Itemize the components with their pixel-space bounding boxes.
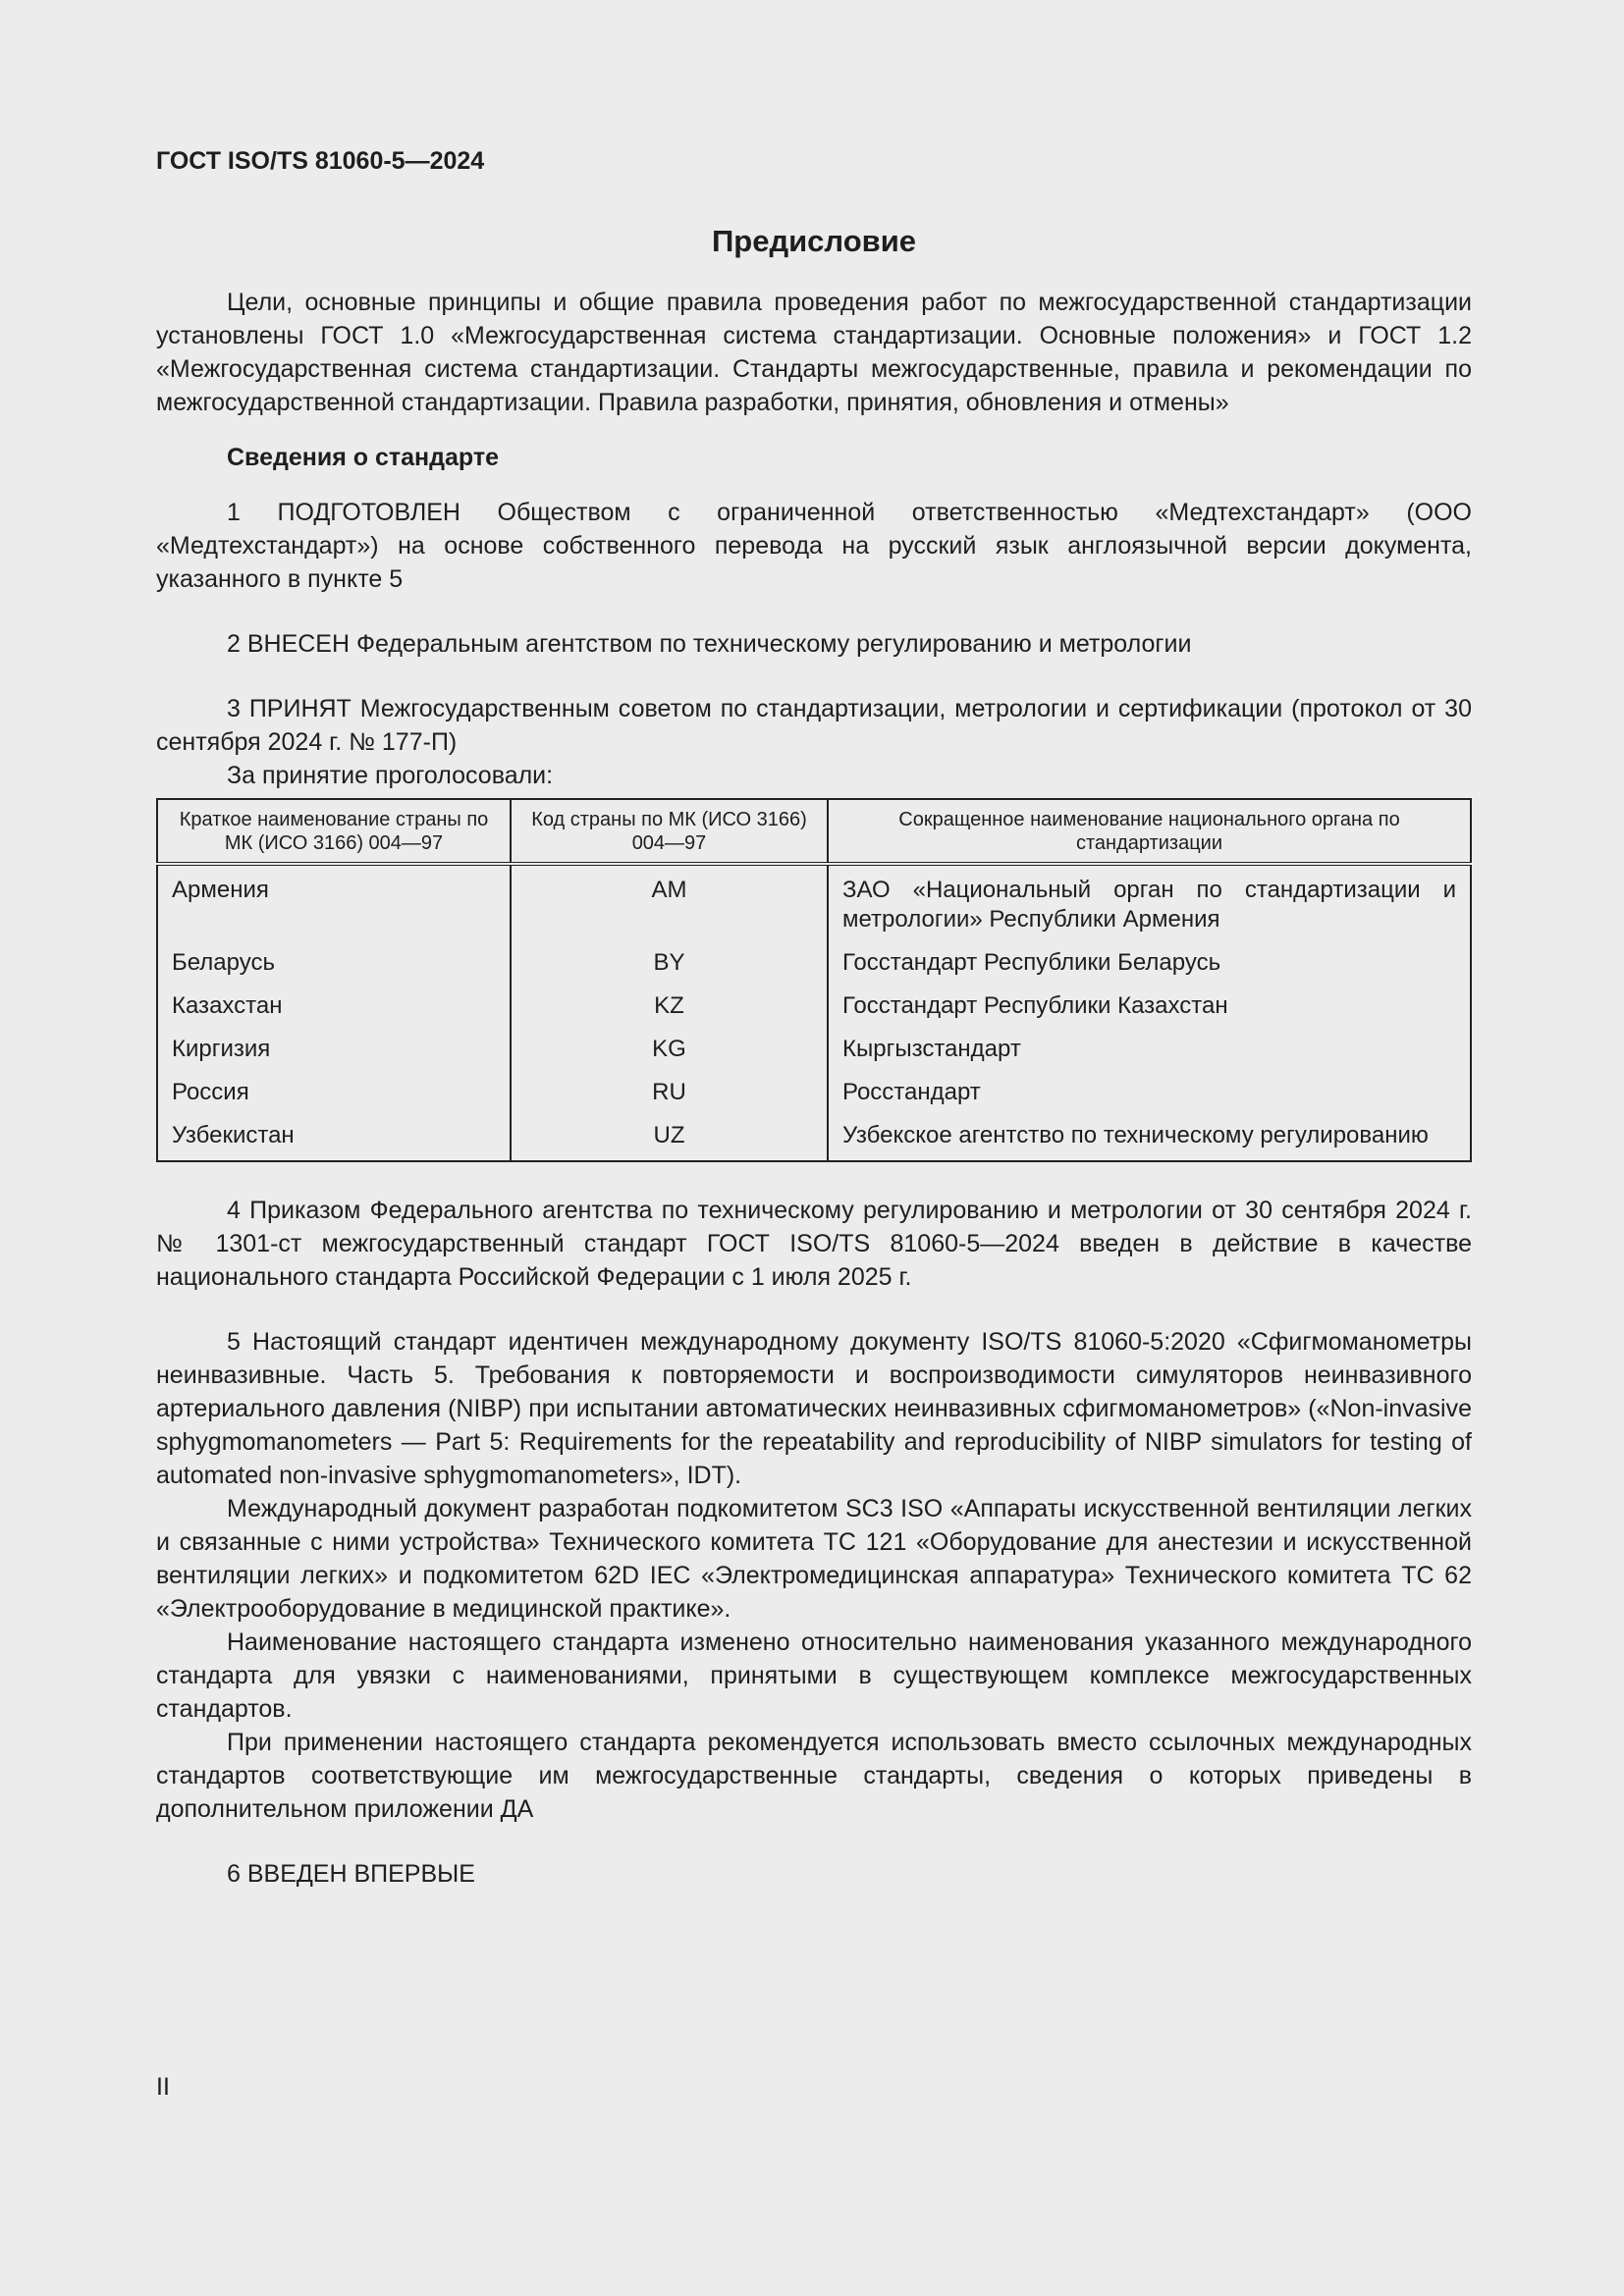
- page-number: II: [156, 2073, 170, 2101]
- section-subheading: Сведения о стандарте: [227, 444, 500, 471]
- cell-code: AM: [511, 864, 828, 944]
- item-2-paragraph: 2 ВНЕСЕН Федеральным агентством по техническому регулированию и метрологии: [227, 630, 1192, 658]
- cell-code: RU: [511, 1074, 828, 1117]
- voted-label: За принятие проголосовали:: [227, 762, 554, 789]
- item-3-paragraph: 3 ПРИНЯТ Межгосударственным советом по стандартизации, метрологии и сертификации (протокол от 30 сентября 2024 г. № 177-П): [156, 695, 1472, 756]
- table-header-row: [157, 799, 1471, 864]
- cell-code: BY: [511, 944, 828, 988]
- cell-country: Киргизия: [172, 1036, 271, 1062]
- item-1-paragraph: 1 ПОДГОТОВЛЕН Обществом с ограниченной ответственностью «Медтехстандарт» (ООО «Медтехстандарт») на основе собственного перевода на русский язык англоязычной версии документа, указанного в пункте 5: [156, 499, 1472, 593]
- cell-country: Россия: [172, 1079, 249, 1105]
- item-5-paragraph: 5 Настоящий стандарт идентичен международному документу ISO/TS 81060-5:2020 «Сфигмоманометры неинвазивные. Часть 5. Требования к повторяемости и воспроизводимости симуляторов неинвазивного артериального давления (NIBP) при испытании автоматических неинвазивных сфигмоманометров» («Non-invasive sphygmomanometers — Part 5: Requirements for the repeatability and reproducibility of NIBP simulators for testing of automated non-invasive sphygmomanometers», IDT).: [156, 1328, 1472, 1489]
- cell-agency: Госстандарт Республики Казахстан: [828, 988, 1471, 1031]
- header-code: Код страны по МК (ИСО 3166) 004—97: [511, 799, 828, 864]
- cell-country: Казахстан: [172, 992, 283, 1019]
- table-row: [157, 944, 1471, 988]
- table-row: [157, 1074, 1471, 1117]
- item-6-paragraph: 6 ВВЕДЕН ВПЕРВЫЕ: [227, 1860, 475, 1888]
- foreword-body: [156, 286, 1472, 1891]
- header-agency: Сокращенное наименование национального органа по стандартизации: [828, 799, 1471, 864]
- page-title: Предисловие: [711, 224, 916, 258]
- voting-table: [156, 798, 1472, 1162]
- cell-code: KZ: [511, 988, 828, 1031]
- document-id: ГОСТ ISO/TS 81060-5—2024: [156, 147, 485, 175]
- cell-agency: ЗАО «Национальный орган по стандартизации и метрологии» Республики Армения: [828, 864, 1471, 944]
- table-row: [157, 988, 1471, 1031]
- cell-agency: Узбекское агентство по техническому регулированию: [828, 1117, 1471, 1161]
- table-row: [157, 1031, 1471, 1074]
- cell-code: KG: [511, 1031, 828, 1074]
- cell-country: Узбекистан: [172, 1122, 295, 1148]
- item-5-paragraph-2: Международный документ разработан подкомитетом SC3 ISO «Аппараты искусственной вентиляции легких и связанные с ними устройства» Технического комитета ТС 121 «Оборудование для анестезии и искусственной вентиляции легких» и подкомитетом 62D IEC «Электромедицинская аппаратура» Технического комитета ТС 62 «Электрооборудование в медицинской практике».: [156, 1495, 1472, 1623]
- item-4-paragraph: 4 Приказом Федерального агентства по техническому регулированию и метрологии от 30 сентября 2024 г. № 1301-ст межгосударственный стандарт ГОСТ ISO/TS 81060-5—2024 введен в действие в качестве национального стандарта Российской Федерации с 1 июля 2025 г.: [156, 1197, 1472, 1291]
- table-row: [157, 1117, 1471, 1161]
- intro-paragraph: Цели, основные принципы и общие правила проведения работ по межгосударственной стандартизации установлены ГОСТ 1.0 «Межгосударственная система стандартизации. Основные положения» и ГОСТ 1.2 «Межгосударственная система стандартизации. Стандарты межгосударственные, правила и рекомендации по межгосударственной стандартизации. Правила разработки, принятия, обновления и отмены»: [156, 289, 1472, 416]
- cell-agency: Росстандарт: [828, 1074, 1471, 1117]
- cell-country: Армения: [172, 877, 269, 903]
- item-5-paragraph-3: Наименование настоящего стандарта изменено относительно наименования указанного международного стандарта для увязки с наименованиями, принятыми в существующем комплексе межгосударственных стандартов.: [156, 1629, 1472, 1723]
- cell-code: UZ: [511, 1117, 828, 1161]
- item-5-paragraph-4: При применении настоящего стандарта рекомендуется использовать вместо ссылочных международных стандартов соответствующие им межгосударственные стандарты, сведения о которых приведены в дополнительном приложении ДА: [156, 1729, 1472, 1823]
- cell-country: Беларусь: [172, 949, 275, 976]
- cell-agency: Госстандарт Республики Беларусь: [828, 944, 1471, 988]
- table-row: [157, 864, 1471, 944]
- header-country: Краткое наименование страны по МК (ИСО 3166) 004—97: [157, 799, 511, 864]
- cell-agency: Кыргызстандарт: [828, 1031, 1471, 1074]
